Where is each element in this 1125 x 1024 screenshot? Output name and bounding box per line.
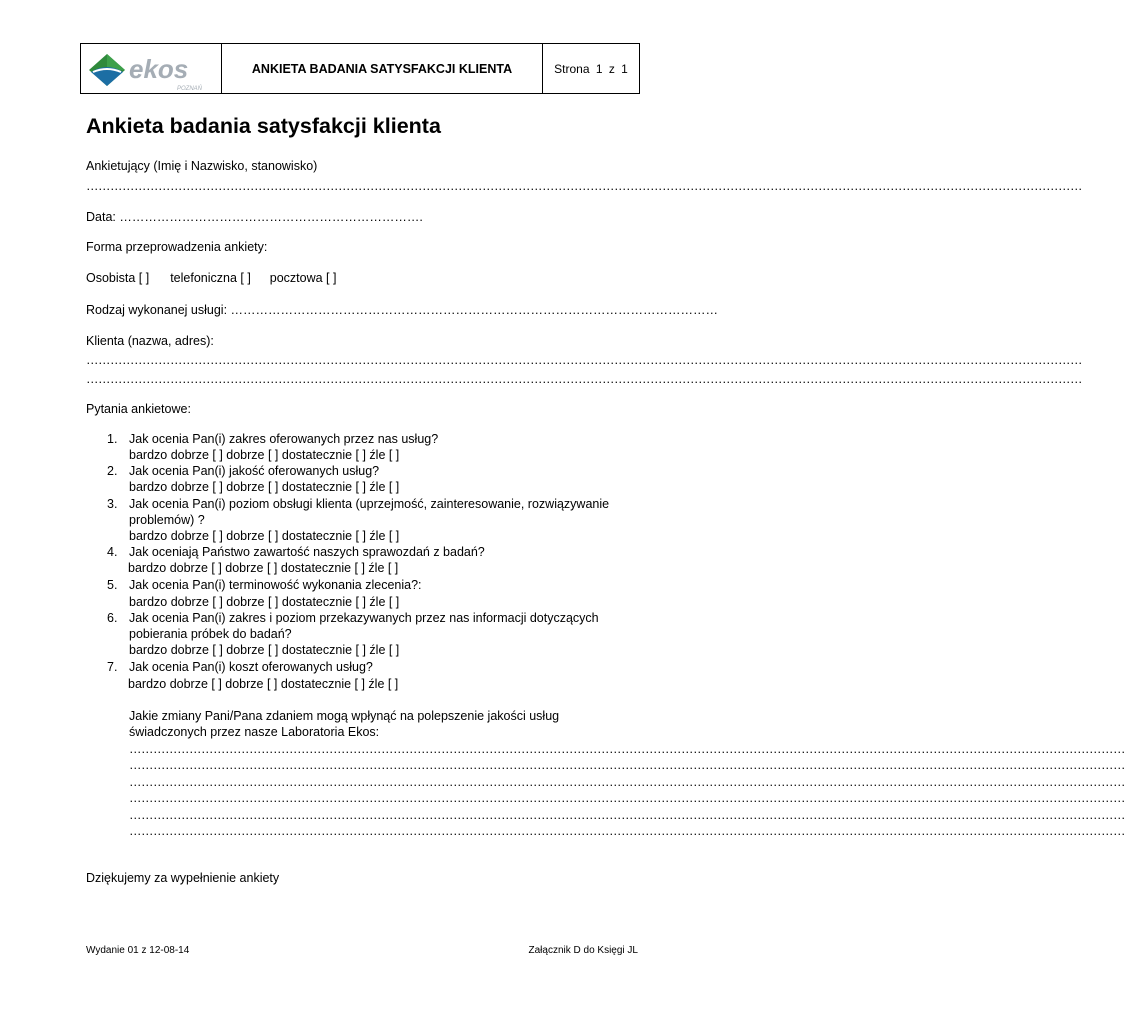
logo-cell <box>81 44 222 93</box>
page-number: Strona 1 z 1 <box>554 61 628 76</box>
improvements-question: Jakie zmiany Pani/Pana zdaniem mogą wpłynąć na polepszenie jakości usług <box>129 709 560 723</box>
date-field[interactable]: Data: ………………………………………………………………. <box>86 210 423 224</box>
question-5-text: Jak ocenia Pan(i) terminowość wykonania zlecenia?: <box>129 578 422 592</box>
respondent-field[interactable]: …………………………………………………………………………………………………………………………………………………………………………………………………………………………… <box>86 179 1082 193</box>
question-4-rating[interactable]: bardzo dobrze [ ] dobrze [ ] dostatecznie [ ] źle [ ] <box>128 561 399 575</box>
question-7-rating[interactable]: bardzo dobrze [ ] dobrze [ ] dostatecznie [ ] źle [ ] <box>128 677 399 691</box>
question-3-text-cont: problemów) ? <box>129 513 205 527</box>
question-5-number: 5. <box>107 578 118 592</box>
ekos-logo-icon <box>85 48 217 92</box>
question-7-number: 7. <box>107 660 118 674</box>
improvements-question-cont: świadczonych przez nasze Laboratoria Ekos: <box>129 725 380 739</box>
method-phone-option[interactable]: telefoniczna [ ] <box>170 271 251 285</box>
question-2-number: 2. <box>107 464 118 478</box>
header-title: ANKIETA BADANIA SATYSFAKCJI KLIENTA <box>222 44 543 93</box>
question-4-number: 4. <box>107 545 118 559</box>
method-post-option[interactable]: pocztowa [ ] <box>269 271 337 285</box>
footer-edition: Wydanie 01 z 12-08-14 <box>86 945 190 956</box>
question-3-rating[interactable]: bardzo dobrze [ ] dobrze [ ] dostatecznie [ ] źle [ ] <box>129 529 400 543</box>
question-1-number: 1. <box>107 432 118 446</box>
service-field[interactable]: Rodzaj wykonanej usługi: ……………………………………………………………………………………………………… <box>86 303 719 317</box>
question-7-text: Jak ocenia Pan(i) koszt oferowanych usług? <box>129 660 373 674</box>
improvements-line-5[interactable]: …………………………………………………………………………………………………………………………………………………………………………………………………………………………… <box>129 808 1125 822</box>
svg-text:ekos: ekos <box>129 54 189 84</box>
client-field-line-2[interactable]: …………………………………………………………………………………………………………………………………………………………………………………………………………………………… <box>86 372 1082 386</box>
respondent-label: Ankietujący (Imię i Nazwisko, stanowisko) <box>86 159 318 173</box>
question-1-text: Jak ocenia Pan(i) zakres oferowanych przez nas usług? <box>129 432 439 446</box>
question-4-text: Jak oceniają Państwo zawartość naszych sprawozdań z badań? <box>129 545 485 559</box>
improvements-line-3[interactable]: …………………………………………………………………………………………………………………………………………………………………………………………………………………………… <box>129 775 1125 789</box>
client-field-line-1[interactable]: …………………………………………………………………………………………………………………………………………………………………………………………………………………………… <box>86 353 1082 367</box>
question-6-text-cont: pobierania próbek do badań? <box>129 627 292 641</box>
improvements-line-6[interactable]: …………………………………………………………………………………………………………………………………………………………………………………………………………………………… <box>129 824 1125 838</box>
question-6-rating[interactable]: bardzo dobrze [ ] dobrze [ ] dostatecznie [ ] źle [ ] <box>129 643 400 657</box>
document-header <box>80 43 640 94</box>
question-2-text: Jak ocenia Pan(i) jakość oferowanych usług? <box>129 464 380 478</box>
method-label: Forma przeprowadzenia ankiety: <box>86 240 268 254</box>
question-5-rating[interactable]: bardzo dobrze [ ] dobrze [ ] dostatecznie [ ] źle [ ] <box>129 595 400 609</box>
method-options <box>86 271 336 285</box>
client-label: Klienta (nazwa, adres): <box>86 334 214 348</box>
svg-text:POZNAŃ: POZNAŃ <box>177 86 203 92</box>
improvements-line-1[interactable]: …………………………………………………………………………………………………………………………………………………………………………………………………………………………… <box>129 742 1125 756</box>
thanks-text: Dziękujemy za wypełnienie ankiety <box>86 871 280 885</box>
footer-attachment: Załącznik D do Księgi JL <box>528 945 638 956</box>
questions-label: Pytania ankietowe: <box>86 402 191 416</box>
improvements-line-2[interactable]: …………………………………………………………………………………………………………………………………………………………………………………………………………………………… <box>129 758 1125 772</box>
improvements-line-4[interactable]: …………………………………………………………………………………………………………………………………………………………………………………………………………………………… <box>129 791 1125 805</box>
question-3-number: 3. <box>107 497 118 511</box>
question-6-number: 6. <box>107 611 118 625</box>
question-3-text: Jak ocenia Pan(i) poziom obsługi klienta (uprzejmość, zainteresowanie, rozwiązywanie <box>129 497 610 511</box>
question-1-rating[interactable]: bardzo dobrze [ ] dobrze [ ] dostatecznie [ ] źle [ ] <box>129 448 400 462</box>
question-6-text: Jak ocenia Pan(i) zakres i poziom przekazywanych przez nas informacji dotyczących <box>129 611 599 625</box>
question-2-rating[interactable]: bardzo dobrze [ ] dobrze [ ] dostatecznie [ ] źle [ ] <box>129 480 400 494</box>
method-personal-option[interactable]: Osobista [ ] <box>86 271 150 285</box>
page-title: Ankieta badania satysfakcji klienta <box>86 114 441 138</box>
